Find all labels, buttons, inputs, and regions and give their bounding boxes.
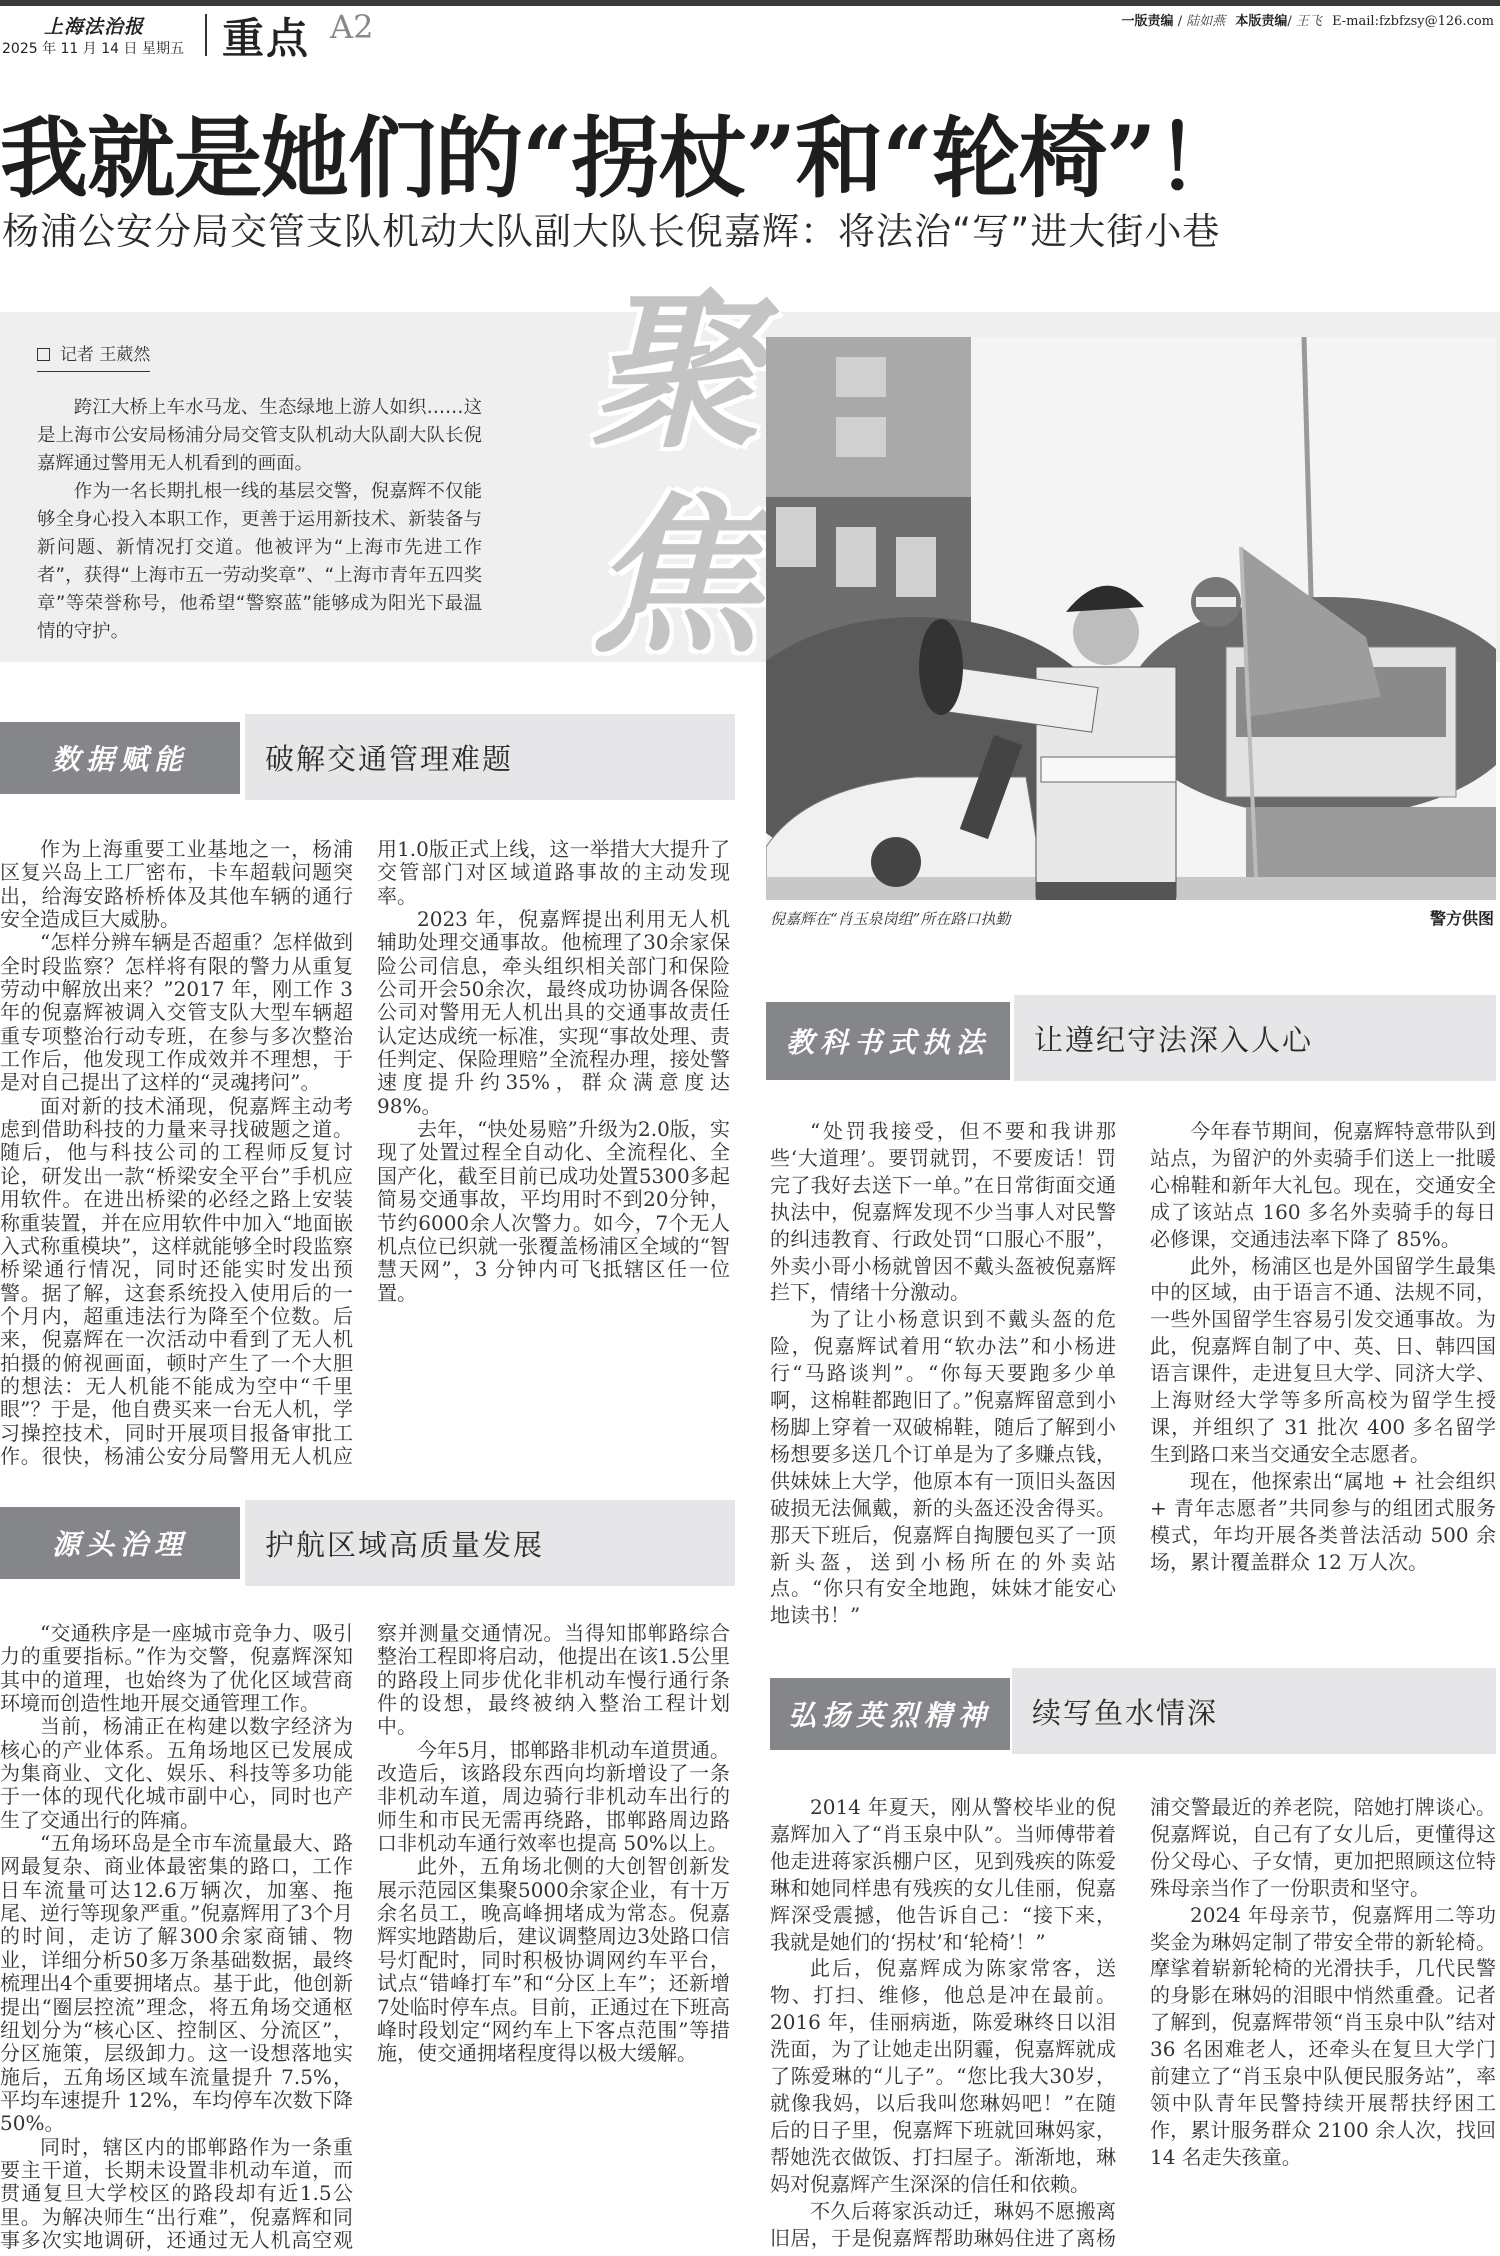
section-title: 破解交通管理难题	[245, 714, 735, 800]
subheadline: 杨浦公安分局交管支队机动大队副大队长倪嘉辉：将法治“写”进大街小巷	[2, 210, 1221, 253]
paragraph: “怎样分辨车辆是否超重？怎样做到全时段监察？怎样将有限的警力从重复劳动中解放出来？”2017 年，刚工作 3 年的倪嘉辉被调入交管支队大型车辆超重专项整治行动专班，在参与多次整治工作后，他发现工作成效并不理想，于是对自己提出了这样的“灵魂拷问”。	[0, 930, 353, 1095]
section-body	[770, 1794, 1496, 2256]
newspaper-masthead: 上海法治报	[44, 16, 145, 38]
section-kicker: 数据赋能	[0, 722, 240, 794]
page-number: A2	[330, 8, 374, 46]
paragraph: 2024 年母亲节，倪嘉辉用二等功奖金为琳妈定制了带安全带的新轮椅。摩挲着崭新轮椅的光滑扶手，几代民警的身影在琳妈的泪眼中悄然重叠。记者了解到，倪嘉辉带领“肖玉泉中队”结对 36 名困难老人，还牵头在复旦大学门前建立了“肖玉泉中队便民服务站”，率领中队青年民警持续开展帮扶纾困工作，累计服务群众 2100 余人次，找回 14 名走失孩童。	[1150, 1902, 1496, 2169]
editor2-label: 本版责编	[1235, 14, 1288, 29]
traffic-officer-photo	[766, 337, 1496, 900]
square-icon	[37, 348, 50, 361]
section-title: 让遵纪守法深入人心	[1014, 995, 1496, 1081]
editor2-name: 王飞	[1295, 14, 1322, 29]
paragraph: 此外，五角场北侧的大创智创新发展示范园区集聚5000余家企业，有十万余名员工，晚高峰拥堵成为常态。倪嘉辉实地踏勘后，建议调整周边3处路口信号灯配时，同时积极协调网约车平台，试点“错峰打车”和“分区上车”；还新增7处临时停车点。目前，正通过在下班高峰时段划定“网约车上下客点范围”等措施，使交通拥堵程度得以极大缓解。	[377, 1854, 730, 2066]
photo-credit: 警方供图	[1429, 909, 1494, 928]
column-logo-calligraphy: 聚焦	[589, 272, 760, 677]
paragraph: 今年春节期间，倪嘉辉特意带队到站点，为留沪的外卖骑手们送上一批暖心棉鞋和新年大礼包。现在，交通安全成了该站点 160 多名外卖骑手的每日必修课，交通违法率下降了 85%。	[1150, 1119, 1496, 1251]
headline: 我就是她们的“拐杖”和“轮椅”！	[0, 106, 1243, 210]
editor1-name: 陆如燕	[1186, 14, 1226, 29]
paragraph: 2023 年，倪嘉辉提出利用无人机辅助处理交通事故。他梳理了30余家保险公司信息，牵头组织相关部门和保险公司开会50余次，最终成功协调各保险公司对警用无人机出具的交通事故责任认定达成统一标准，实现“事故处理、责任判定、保险理赔”全流程办理，接处警速度提升约35%，群众满意度达 98%。	[377, 907, 730, 1118]
lead-paragraph: 作为一名长期扎根一线的基层交警，倪嘉辉不仅能够全身心投入本职工作，更善于运用新技术、新装备与新问题、新情况打交道。他被评为“上海市先进工作者”，获得“上海市五一劳动奖章”、“上海市青年五四奖章”等荣誉称号，他希望“警察蓝”能够成为阳光下最温情的守护。	[37, 481, 482, 642]
editor-email: E-mail:fzbfzsy@126.com	[1332, 14, 1494, 29]
paragraph: “处罚我接受，但不要和我讲那些‘大道理’。要罚就罚，不要废话！罚完了我好去送下一单。”在日常街面交通执法中，倪嘉辉发现不少当事人对民警的纠违教育、行政处罚“口服心不服”，外卖小哥小杨就曾因不戴头盔被倪嘉辉拦下，情绪十分激动。	[770, 1119, 1116, 1305]
section-kicker: 弘扬英烈精神	[770, 1678, 1010, 1750]
section-title: 续写鱼水情深	[1012, 1668, 1496, 1754]
paragraph: “五角场环岛是全市车流量最大、路网最复杂、商业体最密集的路口，工作日车流量可达12.6万辆次，加塞、拖尾、逆行等现象严重。”倪嘉辉用了3个月的时间，走访了解300余家商铺、物业，详细分析50多万条基础数据，最终梳理出4个重要拥堵点。基于此，他创新提出“圈层控流”理念，将五角场交通枢纽划分为“核心区、控制区、分流区”，分区施策，层级卸力。这一设想落地实施后，五角场区域车流量提升 7.5%，平均车速提升 12%，车均停车次数下降 50%。	[0, 1831, 353, 2136]
paragraph: 为了让小杨意识到不戴头盔的危险，倪嘉辉试着用“软办法”和小杨进行“马路谈判”。“你每天要跑多少单啊，这棉鞋都跑旧了。”倪嘉辉留意到小杨脚上穿着一双破棉鞋，随后了解到小杨想要多送几个订单是为了多赚点钱，供妹妹上大学，他原本有一顶旧头盔因破损无法佩戴，新的头盔还没舍得买。那天下班后，倪嘉辉自掏腰包买了一顶新头盔，送到小杨所在的外卖站点。“你只有安全地跑，妹妹才能安心地读书！”	[770, 1307, 1116, 1628]
section-title: 护航区域高质量发展	[245, 1500, 735, 1586]
issue-date: 2025 年 11 月 14 日 星期五	[2, 41, 184, 57]
byline-text: 记者 王葳然	[60, 345, 151, 365]
paragraph: 2014 年夏天，刚从警校毕业的倪嘉辉加入了“肖玉泉中队”。当师傅带着他走进蒋家浜棚户区，见到残疾的陈爱琳和她同样患有残疾的女儿佳丽，倪嘉辉深受震撼，他告诉自己：“接下来，我就是她们的‘拐杖’和‘轮椅’！”	[770, 1795, 1116, 1954]
paragraph: 此外，杨浦区也是外国留学生最集中的区域，由于语言不通、法规不同，一些外国留学生容易引发交通事故。为此，倪嘉辉自制了中、英、日、韩四国语言课件，走进复旦大学、同济大学、上海财经大学等多所高校为留学生授课，并组织了 31 批次 400 多名留学生到路口来当交通安全志愿者。	[1150, 1253, 1496, 1466]
editor-credits: 一版责编 / 陆如燕 本版责编/ 王飞 E-mail:fzbfzsy@126.com	[1121, 14, 1494, 29]
paragraph: 不久后蒋家浜动迁，琳妈不愿搬离旧居，于是倪嘉辉帮助琳妈住进了离杨浦交警最近的养老院，陪她打牌谈心。倪嘉辉说，自己有了女儿后，更懂得这份父母心、子女情，更加把照顾这位特殊母亲当作了一份职责和坚守。	[770, 1795, 1496, 2250]
paragraph: 现在，他探索出“属地 + 社会组织 + 青年志愿者”共同参与的组团式服务模式，年均开展各类普法活动 500 余场，累计覆盖群众 12 万人次。	[1150, 1468, 1496, 1574]
section-body	[0, 838, 730, 1470]
paragraph: 今年5月，邯郸路非机动车道贯通。改造后，该路段东西向均新增设了一条非机动车道，周边骑行非机动车出行的师生和市民无需再绕路，邯郸路周边路口非机动车通行效率也提高 50%以上。	[377, 1737, 730, 1856]
section-body	[770, 1118, 1496, 1633]
header-divider	[205, 14, 207, 56]
paragraph: 作为上海重要工业基地之一，杨浦区复兴岛上工厂密布，卡车超载问题突出，给海安路桥桥体及其他车辆的通行安全造成巨大威胁。	[0, 837, 353, 932]
paragraph: “交通秩序是一座城市竞争力、吸引力的重要指标。”作为交警，倪嘉辉深知其中的道理，也始终为了优化区域营商环境而创造性地开展交通管理工作。	[0, 1621, 353, 1716]
article-photo	[766, 337, 1496, 900]
paragraph: 此后，倪嘉辉成为陈家常客，送物、打扫、维修，他总是冲在最前。2016 年，佳丽病逝，陈爱琳终日以泪洗面，为了让她走出阴霾，倪嘉辉就成了陈爱琳的“儿子”。“您比我大30岁，就像我妈，以后我叫您琳妈吧！”在随后的日子里，倪嘉辉下班就回琳妈家，帮她洗衣做饭、打扫屋子。渐渐地，琳妈对倪嘉辉产生深深的信任和依赖。	[770, 1956, 1116, 2196]
byline	[37, 340, 150, 372]
paragraph: 面对新的技术涌现，倪嘉辉主动考虑到借助科技的力量来寻找破题之道。随后，他与科技公司的工程师反复讨论，研发出一款“桥梁安全平台”手机应用软件。在进出桥梁的必经之路上安装称重装置，并在应用软件中加入“地面嵌入式称重模块”，这样就能够全时段监察桥梁通行情况，同时还能实时发出预警。据了解，这套系统投入使用后的一个月内，超重违法行为降至个位数。后来，倪嘉辉在一次活动中看到了无人机拍摄的俯视画面，顿时产生了一个大胆的想法：无人机能不能成为空中“千里眼”？于是，他自费买来一台无人机，学习操控技术，同时开展项目报备审批工作。很快，杨浦公安分局警用无人机应用1.0版正式上线，这一举措大大提升了交管部门对区域道路事故的主动发现率。	[0, 837, 730, 1468]
lead-text	[37, 394, 482, 646]
section-kicker: 源头治理	[0, 1507, 240, 1579]
section-label: 重点	[222, 14, 311, 63]
section-kicker: 教科书式执法	[766, 1002, 1010, 1080]
editor1-label: 一版责编	[1121, 14, 1174, 29]
section-body	[0, 1622, 730, 2256]
paragraph: 去年，“快处易赔”升级为2.0版，实现了处置过程全自动化、全流程化、全国产化，截至目前已成功处置5300多起简易交通事故，平均用时不到20分钟，节约6000余人次警力。如今，7个无人机点位已织就一张覆盖杨浦区全域的“智慧天网”，3 分钟内可飞抵辖区任一位置。	[377, 1117, 730, 1305]
paragraph: 当前，杨浦正在构建以数字经济为核心的产业体系。五角场地区已发展成为集商业、文化、娱乐、科技等多功能于一体的现代化城市副中心，同时也产生了交通出行的阵痛。	[0, 1714, 353, 1832]
photo-caption: 倪嘉辉在“肖玉泉岗组”所在路口执勤	[770, 910, 1011, 928]
lead-paragraph: 跨江大桥上车水马龙、生态绿地上游人如织……这是上海市公安局杨浦分局交管支队机动大队副大队长倪嘉辉通过警用无人机看到的画面。	[37, 397, 482, 474]
paragraph: 同时，辖区内的邯郸路作为一条重要主干道，长期未设置非机动车道，而贯通复旦大学校区的路段却有近1.5公里。为解决师生“出行难”，倪嘉辉和同事多次实地调研，还通过无人机高空观察并测量交通情况。当得知邯郸路综合整治工程即将启动，他提出在该1.5公里的路段上同步优化非机动车慢行通行条件的设想，最终被纳入整治工程计划中。	[0, 1621, 730, 2252]
